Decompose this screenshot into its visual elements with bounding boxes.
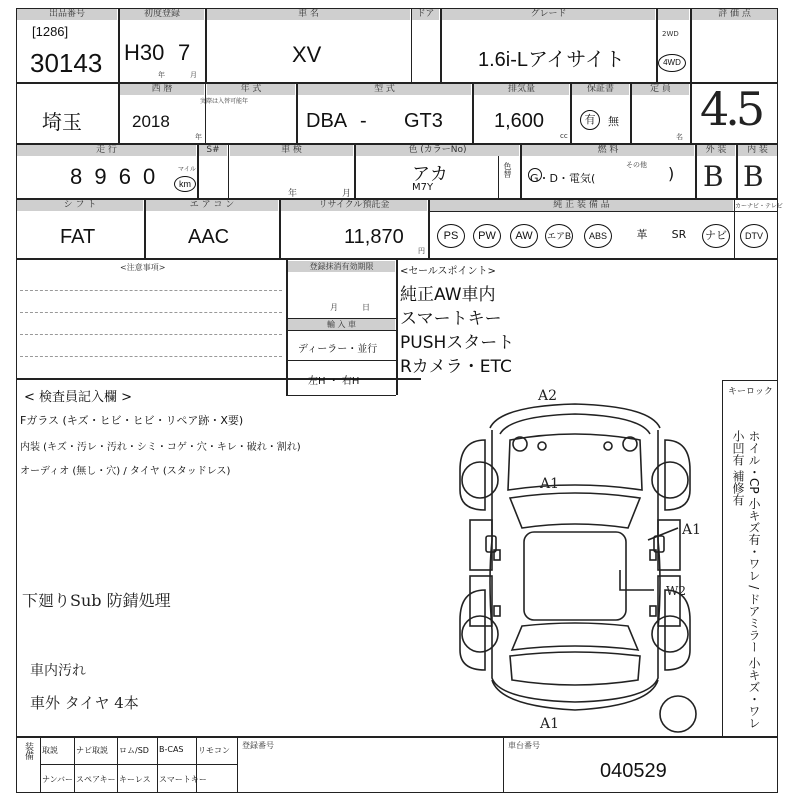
footer-equipment-item: キーレス	[119, 775, 151, 784]
door-header: ドア	[412, 9, 439, 20]
audio-tire-condition: オーディオ (無し・穴) / タイヤ (スタッドレス)	[20, 466, 231, 477]
sh-header: S#	[199, 145, 227, 156]
footer-equipment-item: ナビ取説	[76, 746, 108, 755]
footer-equipment-item: スペアキー	[76, 775, 116, 784]
option-0: PS	[437, 224, 465, 248]
inspector-note-tires: 車外 タイヤ 4本	[30, 694, 139, 712]
mileage-header: 走 行	[17, 145, 196, 156]
capacity-unit: 名	[676, 133, 683, 141]
lot-code: [1286]	[32, 24, 69, 39]
displacement-header: 排気量	[474, 84, 569, 95]
options-header: 純 正 装 備 品	[430, 200, 733, 211]
drive-4wd: 4WD	[663, 58, 681, 67]
damage-mark-front: A2	[538, 388, 558, 404]
option-4: ABS	[584, 224, 612, 248]
region: 埼玉	[42, 112, 82, 134]
car-name: XV	[292, 42, 322, 67]
fuel-other: その他	[626, 161, 647, 169]
lot-number: 30143	[30, 48, 103, 78]
warranty-header: 保証書	[572, 84, 629, 95]
keylock-label: キーロック	[728, 387, 773, 397]
recall-month: 月	[330, 303, 338, 312]
model-dash: -	[360, 110, 367, 132]
damage-mark-right-door: W2	[666, 584, 686, 598]
chassis-number: 040529	[600, 760, 667, 782]
mileage-unit-km-circled	[174, 176, 196, 192]
first-reg-month-unit: 月	[190, 71, 197, 79]
fuel-header: 燃 料	[522, 145, 694, 156]
option-2: AW	[510, 224, 538, 248]
option-3: エアB	[545, 224, 573, 248]
color-change-label: 色替	[503, 162, 512, 178]
footer-equipment-item: リモコン	[198, 746, 230, 755]
sales-point-item: 純正AW車内	[400, 285, 496, 305]
first-registration-header: 初度登録	[120, 9, 204, 20]
caution-header: <注意事項>	[120, 263, 166, 272]
sales-point-item: Rカメラ・ETC	[400, 357, 512, 377]
footer-equipment-item: B-CAS	[159, 745, 184, 754]
sales-point-item: スマートキー	[400, 309, 502, 329]
interior-header: 内 装	[738, 145, 777, 156]
model-code: GT3	[404, 110, 443, 132]
footer-equipment-item: ナンバー	[42, 775, 74, 784]
shaken-header: 車 検	[230, 145, 353, 156]
aircon-header: エ ア コ ン	[146, 200, 278, 211]
aircon: AAC	[188, 226, 230, 248]
registration-number-label: 登録番号	[242, 741, 274, 750]
capacity-header: 定 員	[632, 84, 689, 95]
first-registration-month: 7	[178, 40, 191, 65]
warranty-yes: 有	[584, 114, 596, 126]
model-header: 型 式	[298, 84, 471, 95]
shaken-month-unit: 月	[342, 189, 352, 199]
nenshiki-header: 年 式	[207, 84, 295, 95]
option-8: DTV	[740, 224, 768, 248]
car-damage-diagram	[430, 380, 720, 736]
mileage: 8 9 6 0	[70, 164, 159, 189]
first-registration-era: H30	[124, 40, 165, 65]
displacement-unit: cc	[560, 132, 568, 140]
option-6: SR	[671, 228, 687, 241]
inspector-note-interior-dirt: 車内汚れ	[30, 663, 86, 679]
grade-header: グレード	[442, 9, 655, 20]
first-reg-year-unit: 年	[158, 71, 165, 79]
color: アカ	[412, 164, 448, 184]
displacement: 1,600	[494, 110, 545, 132]
fuel: G・D・電気(	[530, 172, 596, 185]
damage-mark-hood: A1	[540, 476, 560, 492]
inspector-note-underbody: 下廻りSub 防錆処理	[22, 591, 171, 610]
seireki-header: 西 暦	[120, 84, 204, 95]
footer-equipment-item: スマートキー	[159, 775, 207, 784]
mileage-unit-km: km	[179, 179, 191, 189]
exterior-grade: B	[703, 160, 724, 193]
damage-mark-rear: A1	[540, 716, 560, 732]
score-value: 4.5	[700, 82, 762, 136]
model-year-unit: 年	[195, 133, 202, 141]
interior-grade: B	[743, 160, 764, 193]
navi-tv-header: カーナビ・テレビ	[735, 203, 783, 210]
sales-point-item: PUSHスタート	[400, 333, 515, 353]
car-name-header: 車 名	[207, 9, 410, 20]
shift-header: シ フ ト	[17, 200, 143, 211]
grade: 1.6i-Lアイサイト	[478, 49, 625, 71]
sales-points-header: <セールスポイント>	[400, 266, 496, 277]
fuel-close: )	[668, 164, 675, 183]
mileage-unit-mile: マイル	[178, 166, 196, 173]
model-year: 2018	[132, 112, 170, 131]
glass-condition: Fガラス (キズ・ヒビ・ヒビ・リペア跡・X要)	[20, 414, 244, 427]
shift: FAT	[60, 226, 96, 248]
shaken-year-unit: 年	[288, 189, 298, 199]
import-header: 輸 入 車	[288, 319, 395, 330]
exterior-header: 外 装	[697, 145, 735, 156]
model-prefix: DBA	[306, 110, 348, 132]
fuel-gasoline-circle	[528, 168, 542, 182]
footer-equipment-item: 取説	[42, 746, 58, 755]
option-7: ナビ	[702, 224, 730, 248]
score-header: 評 価 点	[692, 9, 777, 20]
drive-4wd-circled	[658, 54, 686, 72]
recycle-yen: 円	[418, 247, 425, 255]
damage-mark-right-fender: A1	[682, 522, 702, 538]
equipment-label: 装備	[23, 742, 33, 760]
chassis-number-label: 車台番号	[508, 741, 540, 750]
footer-equipment-item: ロム/SD	[119, 746, 149, 755]
option-5: 革	[636, 228, 648, 241]
lot-number-header: 出品番号	[17, 9, 117, 20]
interior-condition: 内装 (キズ・汚レ・汚れ・シミ・コゲ・穴・キレ・破れ・割れ)	[20, 442, 301, 453]
color-header: 色 (カラーNo)	[356, 145, 519, 156]
recycle-fee: 11,870	[344, 226, 404, 248]
drive-2wd: 2WD	[662, 30, 679, 38]
drive-header	[658, 9, 689, 20]
nenshiki-note: 実際は入替可能年	[200, 98, 249, 105]
recall-header: 登録抹消有効期限	[288, 261, 395, 272]
warranty-yes-circled	[580, 110, 600, 130]
handle-value: 左H ・ 右H	[308, 376, 360, 387]
recycle-header: リサイクル預託金	[281, 200, 427, 211]
inspector-title: < 検査員記入欄 >	[24, 390, 133, 405]
warranty-no: 無	[608, 115, 619, 128]
recall-day: 日	[362, 303, 370, 312]
option-1: PW	[473, 224, 501, 248]
wheel-mirror-note: ホイル・CP 小キズ有・ワレ / ドアミラー 小キズ・ワレ 小凹有 補修有	[731, 430, 761, 729]
import-value: ディーラー・並行	[298, 344, 378, 355]
color-code: M7Y	[412, 182, 434, 193]
